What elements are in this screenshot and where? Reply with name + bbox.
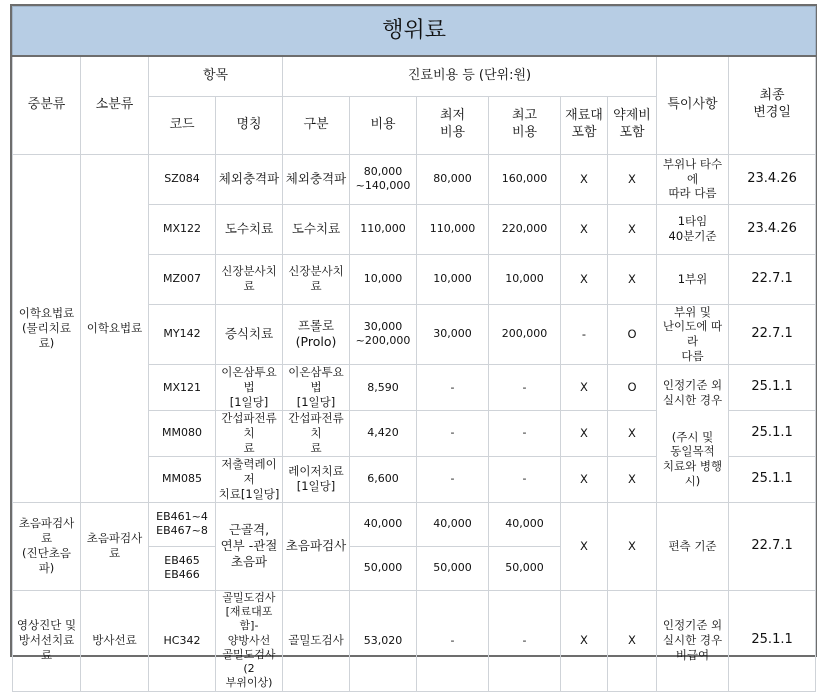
row-date: 25.1.1 bbox=[729, 365, 816, 411]
row-date: 23.4.26 bbox=[729, 154, 816, 204]
header-cost-group: 진료비용 등 (단위:원) bbox=[283, 56, 657, 96]
header-division: 구분 bbox=[283, 96, 350, 154]
row-material-included: X bbox=[561, 411, 608, 457]
row-name: 간섭파전류치 료 bbox=[216, 411, 283, 457]
row-material-included: X bbox=[561, 154, 608, 204]
table-title: 행위료 bbox=[13, 7, 816, 57]
row-drug-included: X bbox=[608, 204, 657, 254]
row-cost: 110,000 bbox=[350, 204, 417, 254]
row-max-cost: 160,000 bbox=[489, 154, 561, 204]
row-division: 프롤로 (Prolo) bbox=[283, 304, 350, 365]
row-date: 22.7.1 bbox=[729, 254, 816, 304]
row-drug-included: X bbox=[608, 590, 657, 691]
row-name: 이온삼투요법 [1일당] bbox=[216, 365, 283, 411]
header-max-cost: 최고 비용 bbox=[489, 96, 561, 154]
group-sub-category: 이학요법료 bbox=[81, 154, 149, 502]
group-sub-category: 초음파검사료 bbox=[81, 502, 149, 590]
header-name: 명칭 bbox=[216, 96, 283, 154]
row-material-included: X bbox=[561, 204, 608, 254]
row-code: SZ084 bbox=[149, 154, 216, 204]
shared-note-cell bbox=[657, 365, 729, 502]
row-max-cost: - bbox=[489, 456, 561, 502]
row-division: 이온삼투요법 [1일당] bbox=[283, 365, 350, 411]
header-item: 항목 bbox=[149, 56, 283, 96]
row-code: MY142 bbox=[149, 304, 216, 365]
shared-note-lower: (주시 및 동일목적 치료와 병행시) bbox=[662, 429, 723, 489]
row-cost: 8,590 bbox=[350, 365, 417, 411]
row-code: MM080 bbox=[149, 411, 216, 457]
row-name: 저출력레이저 치료[1일당] bbox=[216, 456, 283, 502]
row-max-cost: 10,000 bbox=[489, 254, 561, 304]
row-drug-included: X bbox=[608, 254, 657, 304]
row-code: MX122 bbox=[149, 204, 216, 254]
row-max-cost: 40,000 bbox=[489, 502, 561, 546]
group-mid-category: 초음파검사료 (진단초음파) bbox=[13, 502, 81, 590]
row-note: 부위 및 난이도에 따라 다름 bbox=[657, 304, 729, 365]
row-name: 골밀도검사 [재료대포함]- 양방사선 골밀도검사(2 부위이상) bbox=[216, 590, 283, 691]
ultrasound-drug-included: X bbox=[608, 502, 657, 590]
row-code: MM085 bbox=[149, 456, 216, 502]
row-min-cost: 30,000 bbox=[417, 304, 489, 365]
row-max-cost: 200,000 bbox=[489, 304, 561, 365]
row-max-cost: 220,000 bbox=[489, 204, 561, 254]
row-cost: 50,000 bbox=[350, 546, 417, 590]
ultrasound-division: 초음파검사 bbox=[283, 502, 350, 590]
row-max-cost: - bbox=[489, 411, 561, 457]
row-division: 레이저치료 [1일당] bbox=[283, 456, 350, 502]
row-code: EB465 EB466 bbox=[149, 546, 216, 590]
group-mid-category: 이학요법료 (물리치료료) bbox=[13, 154, 81, 502]
row-material-included: X bbox=[561, 590, 608, 691]
fee-table bbox=[12, 6, 816, 692]
row-material-included: - bbox=[561, 304, 608, 365]
row-division: 간섭파전류치 료 bbox=[283, 411, 350, 457]
ultrasound-note: 편측 기준 bbox=[657, 502, 729, 590]
fee-table-frame bbox=[10, 4, 817, 690]
row-min-cost: 10,000 bbox=[417, 254, 489, 304]
row-name: 신장분사치료 bbox=[216, 254, 283, 304]
row-min-cost: 40,000 bbox=[417, 502, 489, 546]
group-sub-category: 방사선료 bbox=[81, 590, 149, 691]
ultrasound-date: 22.7.1 bbox=[729, 502, 816, 590]
row-date: 25.1.1 bbox=[729, 411, 816, 457]
row-min-cost: - bbox=[417, 365, 489, 411]
header-sub-category: 소분류 bbox=[81, 56, 149, 154]
row-cost: 6,600 bbox=[350, 456, 417, 502]
row-cost: 40,000 bbox=[350, 502, 417, 546]
row-cost: 10,000 bbox=[350, 254, 417, 304]
row-note: 인정기준 외 실시한 경우 비급여 bbox=[657, 590, 729, 691]
row-date: 25.1.1 bbox=[729, 456, 816, 502]
row-code: HC342 bbox=[149, 590, 216, 691]
header-min-cost: 최저 비용 bbox=[417, 96, 489, 154]
row-cost: 53,020 bbox=[350, 590, 417, 691]
row-drug-included: O bbox=[608, 365, 657, 411]
row-name: 체외충격파 bbox=[216, 154, 283, 204]
row-code: EB461~4 EB467~8 bbox=[149, 502, 216, 546]
header-material-included: 재료대 포함 bbox=[561, 96, 608, 154]
row-min-cost: 110,000 bbox=[417, 204, 489, 254]
header-notes: 특이사항 bbox=[657, 56, 729, 154]
row-note: 1타임 40분기준 bbox=[657, 204, 729, 254]
row-min-cost: - bbox=[417, 411, 489, 457]
row-max-cost: 50,000 bbox=[489, 546, 561, 590]
row-date: 25.1.1 bbox=[729, 590, 816, 691]
group-mid-category: 영상진단 및 방서선치료료 bbox=[13, 590, 81, 691]
row-min-cost: 80,000 bbox=[417, 154, 489, 204]
header-cost: 비용 bbox=[350, 96, 417, 154]
row-material-included: X bbox=[561, 365, 608, 411]
row-material-included: X bbox=[561, 456, 608, 502]
header-code: 코드 bbox=[149, 96, 216, 154]
header-drug-included: 약제비 포함 bbox=[608, 96, 657, 154]
header-last-changed: 최종 변경일 bbox=[729, 56, 816, 154]
row-min-cost: - bbox=[417, 590, 489, 691]
shared-note-upper: 인정기준 외 실시한 경우 bbox=[662, 377, 723, 407]
row-drug-included: O bbox=[608, 304, 657, 365]
row-drug-included: X bbox=[608, 154, 657, 204]
ultrasound-name: 근골격, 연부 -관절 초음파 bbox=[216, 502, 283, 590]
row-max-cost: - bbox=[489, 365, 561, 411]
row-max-cost: - bbox=[489, 590, 561, 691]
row-material-included: X bbox=[561, 254, 608, 304]
row-name: 도수치료 bbox=[216, 204, 283, 254]
row-division: 체외충격파 bbox=[283, 154, 350, 204]
row-code: MZ007 bbox=[149, 254, 216, 304]
row-min-cost: - bbox=[417, 456, 489, 502]
row-name: 증식치료 bbox=[216, 304, 283, 365]
row-date: 22.7.1 bbox=[729, 304, 816, 365]
row-division: 골밀도검사 bbox=[283, 590, 350, 691]
ultrasound-material-included: X bbox=[561, 502, 608, 590]
row-min-cost: 50,000 bbox=[417, 546, 489, 590]
row-drug-included: X bbox=[608, 456, 657, 502]
row-note: 1부위 bbox=[657, 254, 729, 304]
row-cost: 80,000 ~140,000 bbox=[350, 154, 417, 204]
row-date: 23.4.26 bbox=[729, 204, 816, 254]
header-mid-category: 중분류 bbox=[13, 56, 81, 154]
row-cost: 4,420 bbox=[350, 411, 417, 457]
row-drug-included: X bbox=[608, 411, 657, 457]
row-division: 도수치료 bbox=[283, 204, 350, 254]
row-note: 부위나 타수에 따라 다름 bbox=[657, 154, 729, 204]
row-code: MX121 bbox=[149, 365, 216, 411]
row-division: 신장분사치료 bbox=[283, 254, 350, 304]
row-cost: 30,000 ~200,000 bbox=[350, 304, 417, 365]
